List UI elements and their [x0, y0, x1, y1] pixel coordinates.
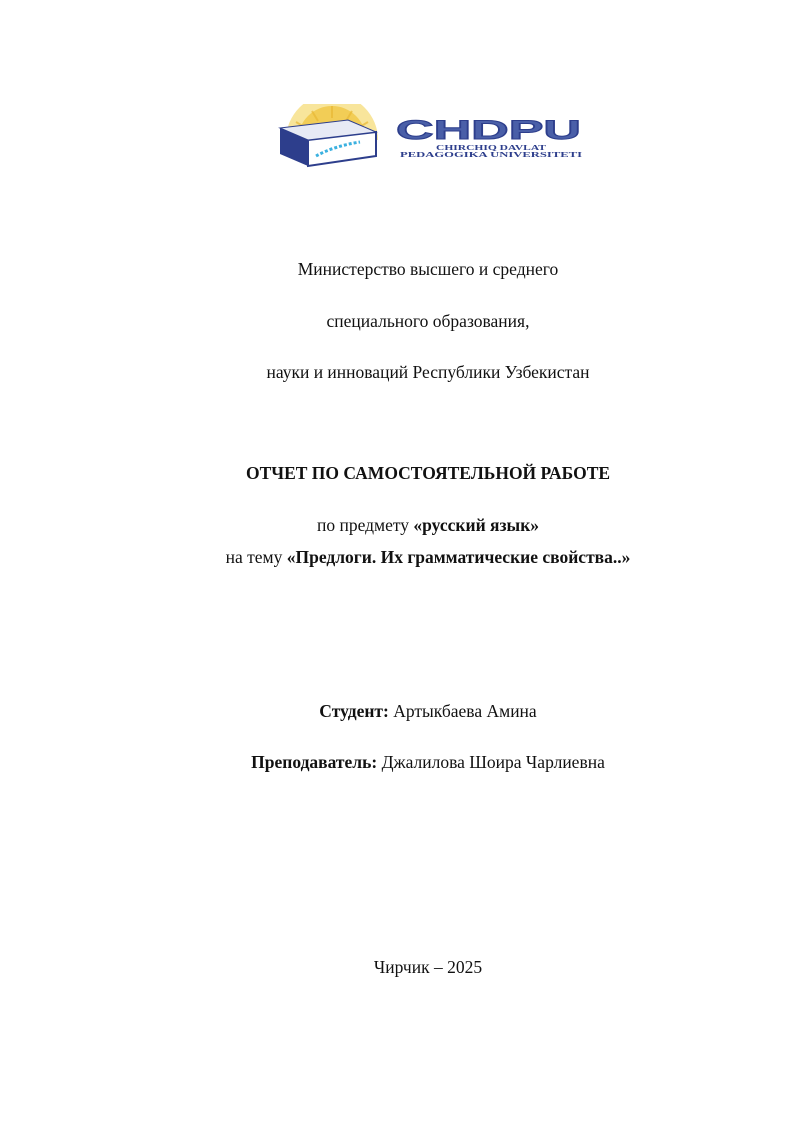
ministry-line-1: Министерство высшего и среднего: [297, 259, 559, 279]
teacher-name: Джалилова Шоира Чарлиевна: [377, 752, 605, 772]
university-emblem-icon: [276, 104, 586, 170]
teacher-line: [28, 751, 800, 773]
topic-prefix: на тему: [225, 547, 287, 567]
student-name: Артыкбаева Амина: [388, 701, 537, 721]
report-title: ОТЧЕТ ПО САМОСТОЯТЕЛЬНОЙ РАБОТЕ: [245, 463, 611, 483]
city-year: Чирчик – 2025: [373, 957, 483, 977]
subject-prefix: по предмету: [316, 515, 414, 535]
logo-subtitle-1: CHIRCHIQ DAVLAT: [436, 144, 547, 152]
student-line: [28, 700, 800, 722]
logo-subtitle-2: PEDAGOGIKA UNIVERSITETI: [400, 151, 583, 159]
ministry-line-3: науки и инноваций Республики Узбекистан: [266, 362, 590, 382]
ministry-line-2: специального образования,: [326, 311, 530, 331]
subject-value: «русский язык»: [413, 515, 540, 535]
student-label: Студент:: [319, 701, 389, 721]
topic-value: «Предлоги. Их грамматические свойства..»: [286, 547, 631, 567]
book-icon: [280, 120, 376, 166]
teacher-label: Преподаватель:: [251, 752, 378, 772]
university-logo: [276, 104, 586, 170]
subject-line: [28, 514, 800, 536]
logo-wordmark: CHDPU: [396, 115, 581, 145]
topic-line: [28, 546, 800, 568]
